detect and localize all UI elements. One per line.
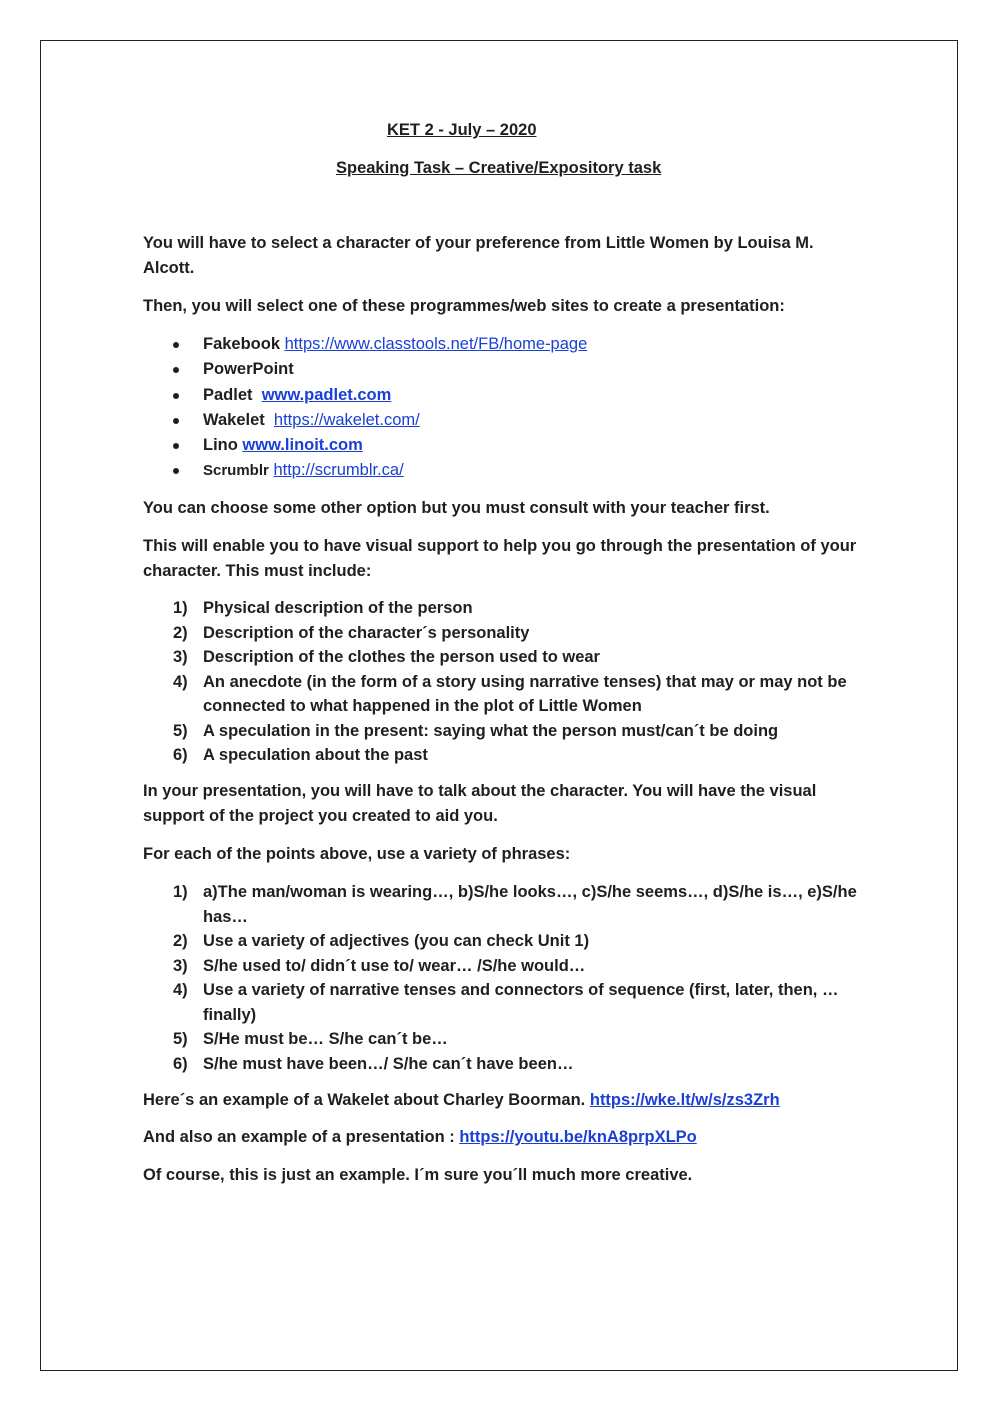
list-item bbox=[143, 645, 858, 670]
list-item bbox=[143, 929, 858, 954]
list-item bbox=[143, 978, 858, 1027]
phrases-intro: For each of the points above, use a variety of phrases: bbox=[143, 845, 571, 863]
bullet-icon bbox=[173, 393, 179, 399]
document-subtitle: Speaking Task – Creative/Expository task bbox=[336, 159, 662, 177]
programme-name: Wakelet bbox=[203, 410, 265, 429]
programme-link[interactable]: http://scrumblr.ca/ bbox=[273, 461, 404, 480]
list-item bbox=[143, 954, 858, 979]
programme-name: Scrumblr bbox=[203, 462, 269, 480]
list-item bbox=[143, 1052, 858, 1077]
list-number: 3) bbox=[173, 956, 188, 975]
presentation-paragraph: In your presentation, you will have to talk about the character. You will have the visual support of the project you created to aid you. bbox=[143, 782, 817, 825]
list-item bbox=[143, 621, 858, 646]
phrase-text: Use a variety of narrative tenses and connectors of sequence (first, later, then, … finally) bbox=[203, 981, 839, 1024]
requirement-text: An anecdote (in the form of a story using narrative tenses) that may or may not be connected to what happened in the plot of Little Women bbox=[203, 672, 847, 715]
wakelet-example-link[interactable]: https://wke.lt/w/s/zs3Zrh bbox=[589, 1091, 780, 1109]
list-item bbox=[143, 458, 858, 483]
list-number: 1) bbox=[173, 883, 188, 901]
phrase-text: S/he must have been…/ S/he can´t have been… bbox=[203, 1054, 574, 1073]
other-option-paragraph: You can choose some other option but you must consult with your teacher first. bbox=[143, 499, 770, 517]
list-number: 1) bbox=[173, 599, 188, 617]
list-number: 4) bbox=[173, 672, 188, 691]
requirement-text: A speculation about the past bbox=[203, 746, 428, 764]
intro-paragraph: You will have to select a character of your preference from Little Women by Louisa M. Alcott. bbox=[143, 234, 814, 277]
document-title: KET 2 - July – 2020 bbox=[387, 121, 537, 139]
bullet-icon bbox=[173, 468, 179, 474]
requirement-text: Description of the clothes the person used to wear bbox=[203, 648, 600, 666]
programmes-list bbox=[143, 332, 858, 484]
list-item bbox=[143, 670, 858, 719]
list-number: 5) bbox=[173, 721, 188, 740]
list-item bbox=[143, 743, 858, 768]
requirement-text: A speculation in the present: saying what the person must/can´t be doing bbox=[203, 721, 779, 740]
list-number: 2) bbox=[173, 932, 188, 950]
presentation-example-text: And also an example of a presentation : bbox=[143, 1128, 460, 1146]
list-item bbox=[143, 383, 858, 408]
presentation-example-paragraph bbox=[143, 1125, 858, 1150]
list-number: 4) bbox=[173, 981, 188, 999]
programme-name: Lino bbox=[203, 436, 238, 455]
bullet-icon bbox=[173, 443, 179, 449]
presentation-example-link[interactable]: https://youtu.be/knA8prpXLPo bbox=[459, 1128, 697, 1146]
programme-link[interactable]: https://wakelet.com/ bbox=[273, 410, 420, 429]
programme-link[interactable]: www.linoit.com bbox=[242, 436, 363, 455]
list-item bbox=[143, 719, 858, 744]
list-item bbox=[143, 332, 858, 357]
list-number: 6) bbox=[173, 746, 188, 764]
list-item bbox=[143, 880, 858, 929]
phrases-list bbox=[143, 880, 858, 1076]
programme-name: Fakebook bbox=[203, 335, 281, 353]
programme-name: PowerPoint bbox=[203, 360, 294, 379]
list-item bbox=[143, 408, 858, 433]
list-item bbox=[143, 1027, 858, 1052]
list-number: 6) bbox=[173, 1054, 188, 1073]
requirement-text: Description of the character´s personality bbox=[203, 623, 530, 642]
list-item bbox=[143, 433, 858, 458]
closing-paragraph: Of course, this is just an example. I´m sure you´ll much more creative. bbox=[143, 1166, 693, 1184]
list-number: 5) bbox=[173, 1030, 188, 1048]
requirement-text: Physical description of the person bbox=[203, 599, 473, 617]
phrase-text: S/he used to/ didn´t use to/ wear… /S/he would… bbox=[203, 956, 586, 975]
wakelet-example-paragraph bbox=[143, 1088, 858, 1113]
bullet-icon bbox=[173, 342, 179, 348]
list-number: 3) bbox=[173, 648, 188, 666]
programmes-intro: Then, you will select one of these programmes/web sites to create a presentation: bbox=[143, 297, 785, 315]
phrase-text: a)The man/woman is wearing…, b)S/he looks…, c)S/he seems…, d)S/he is…, e)S/he has… bbox=[203, 883, 857, 926]
list-item bbox=[143, 596, 858, 621]
wakelet-example-text: Here´s an example of a Wakelet about Charley Boorman. bbox=[143, 1091, 590, 1109]
programme-name: Padlet bbox=[203, 385, 253, 404]
phrase-text: S/He must be… S/he can´t be… bbox=[203, 1030, 448, 1048]
list-number: 2) bbox=[173, 623, 188, 642]
programme-link[interactable]: www.padlet.com bbox=[261, 385, 392, 404]
bullet-icon bbox=[173, 367, 179, 373]
phrase-text: Use a variety of adjectives (you can check Unit 1) bbox=[203, 932, 590, 950]
list-item bbox=[143, 357, 858, 382]
programme-link[interactable]: https://www.classtools.net/FB/home-page bbox=[284, 335, 588, 353]
requirements-list bbox=[143, 596, 858, 768]
visual-support-paragraph: This will enable you to have visual support to help you go through the presentation of your character. This must include: bbox=[143, 537, 857, 580]
bullet-icon bbox=[173, 418, 179, 424]
